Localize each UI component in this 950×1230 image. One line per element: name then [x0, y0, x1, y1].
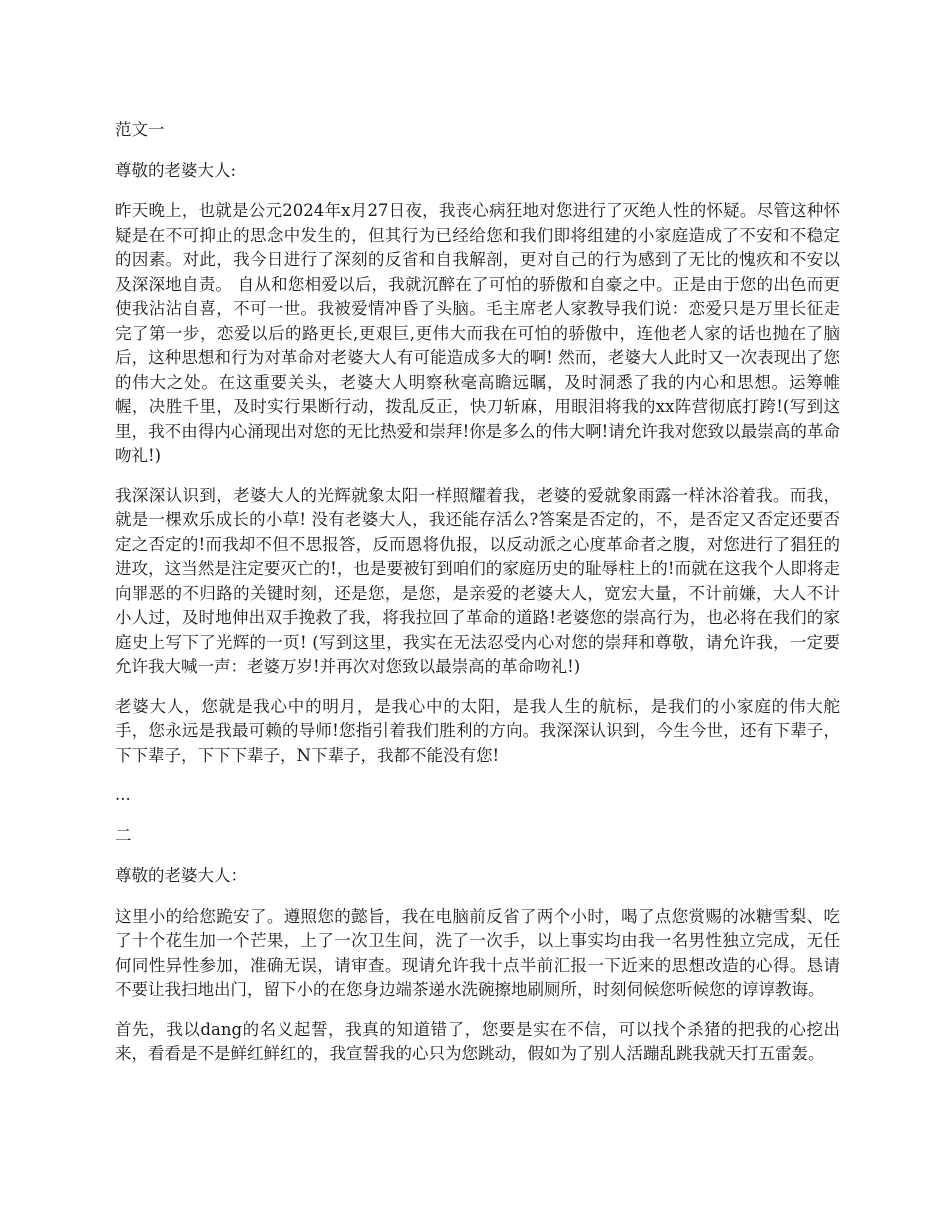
ellipsis-separator: ... [115, 785, 131, 804]
section-title-1: 范文一 [115, 120, 165, 139]
body-paragraph: 老婆大人，您就是我心中的明月，是我心中的太阳，是我人生的航标，是我们的小家庭的伟大舵手，您永远是我最可赖的导师!您指引着我们胜利的方向。我深深认识到，今生今世，还有下辈子，下下辈子，下下下辈子，N下辈子，我都不能没有您! [115, 696, 840, 765]
body-paragraph: 首先，我以dang的名义起誓，我真的知道错了，您要是实在不信，可以找个杀猪的把我的心挖出来，看看是不是鲜红鲜红的，我宣誓我的心只为您跳动，假如为了别人活蹦乱跳我就天打五雷轰。 [115, 1019, 840, 1063]
section-title-2: 二 [115, 825, 132, 845]
salutation-1: 尊敬的老婆大人: [115, 160, 237, 180]
body-paragraph: 这里小的给您跪安了。遵照您的懿旨，我在电脑前反省了两个小时，喝了点您赏赐的冰糖雪梨、吃了十个花生加一个芒果，上了一次卫生间，洗了一次手，以上事实均由我一名男性独立完成，无任何同性异性参加，准确无误，请审查。现请允许我十点半前汇报一下近来的思想改造的心得。恳请不要让我扫地出门，留下小的在您身边端茶递水洗碗擦地刷厕所，时刻伺候您听候您的谆谆教诲。 [115, 906, 840, 999]
salutation-2: 尊敬的老婆大人： [115, 866, 247, 885]
document-body [115, 118, 840, 1082]
body-paragraph: 昨天晚上，也就是公元2024年x月27日夜，我丧心病狂地对您进行了灭绝人性的怀疑。尽管这种怀疑是在不可抑止的思念中发生的，但其行为已经给您和我们即将组建的小家庭造成了不安和不稳定的因素。对此，我今日进行了深刻的反省和自我解剖，更对自己的行为感到了无比的愧疚和不安以及深深地自责。 自从和您相爱以后，我就沉醉在了可怕的骄傲和自豪之中。正是由于您的出色而更使我沾沾自喜，不可一世。我被爱情冲昏了头脑。毛主席老人家教导我们说：恋爱只是万里长征走完了第一步，恋爱以后的路更长,更艰巨,更伟大而我在可怕的骄傲中，连他老人家的话也抛在了脑后，这种思想和行为对革命对老婆大人有可能造成多大的啊! 然而，老婆大人此时又一次表现出了您的伟大之处。在这重要关头，老婆大人明察秋毫高瞻远瞩，及时洞悉了我的内心和思想。运筹帷幄，决胜千里，及时实行果断行动，拨乱反正，快刀斩麻，用眼泪将我的xx阵营彻底打跨!(写到这里，我不由得内心涌现出对您的无比热爱和崇拜!你是多么的伟大啊!请允许我对您致以最崇高的革命吻礼!) [115, 201, 840, 465]
body-paragraph: 我深深认识到，老婆大人的光辉就象太阳一样照耀着我，老婆的爱就象雨露一样沐浴着我。而我，就是一棵欢乐成长的小草! 没有老婆大人，我还能存活么?答案是否定的，不，是否定又否定还要否定之否定的!而我却不但不思报答，反而恩将仇报，以反动派之心度革命者之腹，对您进行了猖狂的进攻，这当然是注定要灭亡的!，也是要被钉到咱们的家庭历史的耻辱柱上的!而就在这我个人即将走向罪恶的不归路的关键时刻，还是您，是您，是亲爱的老婆大人，宽宏大量，不计前嫌，大人不计小人过，及时地伸出双手挽救了我，将我拉回了革命的道路!老婆您的崇高行为，也必将在我们的家庭史上写下了光辉的一页! (写到这里，我实在无法忍受内心对您的崇拜和尊敬，请允许我，一定要允许我大喊一声：老婆万岁!并再次对您致以最崇高的革命吻礼!) [115, 485, 840, 676]
